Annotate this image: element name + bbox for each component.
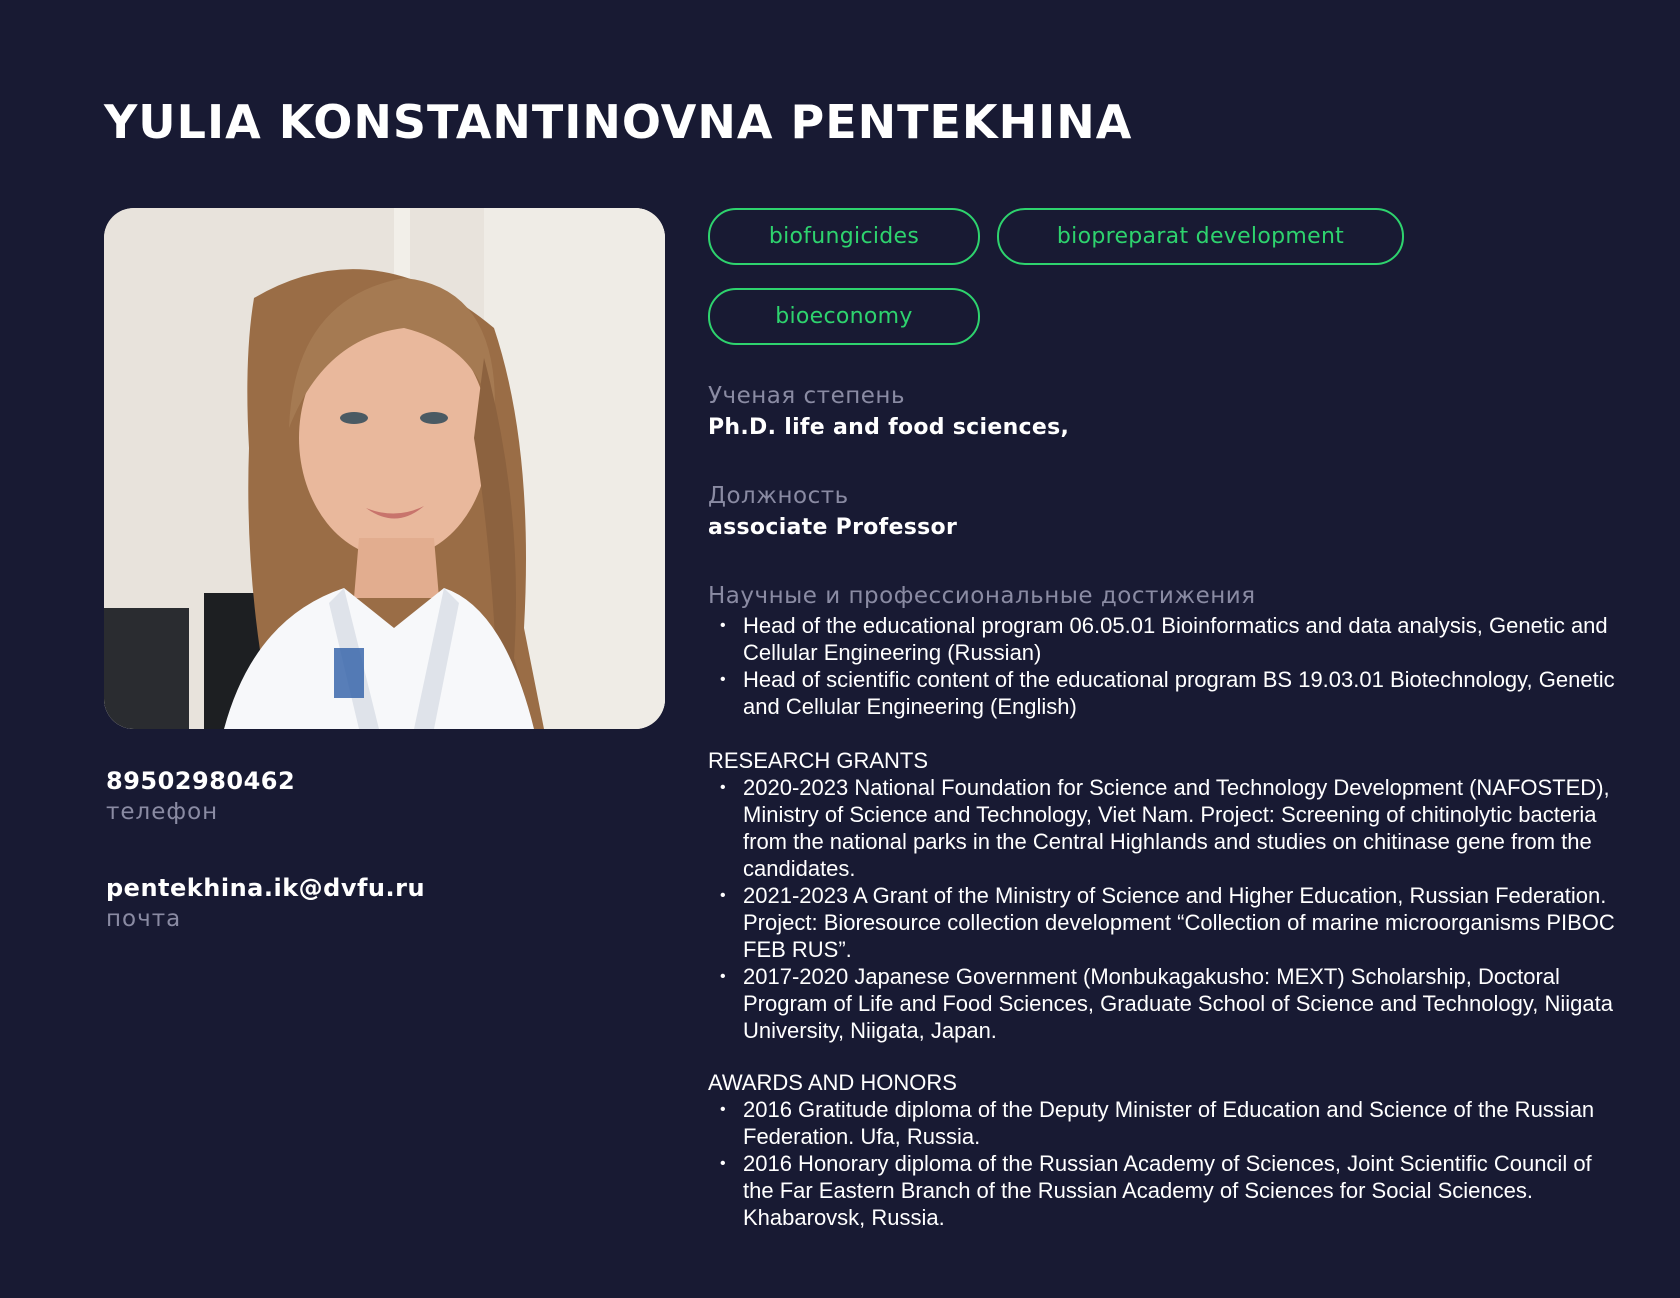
grant-item: • 2021-2023 A Grant of the Ministry of Science and Higher Education, Russian Federation. Project: Bioresource collection development “Collection of marine microorganisms PIBOC FEB RUS”. (708, 882, 1628, 963)
achievements-list (708, 612, 1628, 720)
awards-heading: AWARDS AND HONORS (708, 1070, 957, 1095)
phone-label: телефон (106, 799, 219, 825)
grant-item: • 2020-2023 National Foundation for Science and Technology Development (NAFOSTED), Ministry of Science and Technology, Viet Nam. Project: Screening of chitinolytic bacteria from the national parks in the Central Highlands and studies on chitinase gene from the candidates. (708, 774, 1628, 882)
awards-list (708, 1096, 1628, 1231)
phone-value[interactable]: 89502980462 (106, 767, 296, 795)
tag-biopreparat-development[interactable]: biopreparat development (997, 208, 1404, 265)
award-item: • 2016 Honorary diploma of the Russian Academy of Sciences, Joint Scientific Council of the Far Eastern Branch of the Russian Academy of Sciences for Social Sciences. Khabarovsk, Russia. (708, 1150, 1628, 1231)
achievement-item: • Head of scientific content of the educational program BS 19.03.01 Biotechnology, Genetic and Cellular Engineering (English) (708, 666, 1628, 720)
profile-photo (104, 208, 665, 729)
degree-section (708, 380, 1628, 444)
tag-biofungicides[interactable]: biofungicides (708, 208, 980, 265)
grants-heading: RESEARCH GRANTS (708, 748, 929, 773)
awards-section (708, 1069, 1628, 1231)
position-value: associate Professor (708, 515, 958, 540)
email-block (106, 873, 425, 935)
position-section (708, 480, 1628, 544)
position-label: Должность (708, 483, 849, 509)
page-title: YULIA KONSTANTINOVNA PENTEKHINA (104, 95, 1133, 149)
phone-block (106, 766, 295, 828)
email-value[interactable]: pentekhina.ik@dvfu.ru (106, 874, 426, 902)
degree-value: Ph.D. life and food sciences, (708, 415, 1070, 440)
grant-item: • 2017-2020 Japanese Government (Monbukagakusho: MEXT) Scholarship, Doctoral Program of Life and Food Sciences, Graduate School of Science and Technology, Niigata University, Niigata, Japan. (708, 963, 1628, 1044)
achievements-label: Научные и профессиональные достижения (708, 583, 1256, 609)
grants-section (708, 747, 1628, 1044)
degree-label: Ученая степень (708, 383, 906, 409)
grants-list (708, 774, 1628, 1044)
achievement-item: • Head of the educational program 06.05.01 Bioinformatics and data analysis, Genetic and Cellular Engineering (Russian) (708, 612, 1628, 666)
achievements-section (708, 580, 1628, 720)
email-label: почта (106, 906, 182, 932)
tag-bioeconomy[interactable]: bioeconomy (708, 288, 980, 345)
award-item: • 2016 Gratitude diploma of the Deputy Minister of Education and Science of the Russian Federation. Ufa, Russia. (708, 1096, 1628, 1150)
